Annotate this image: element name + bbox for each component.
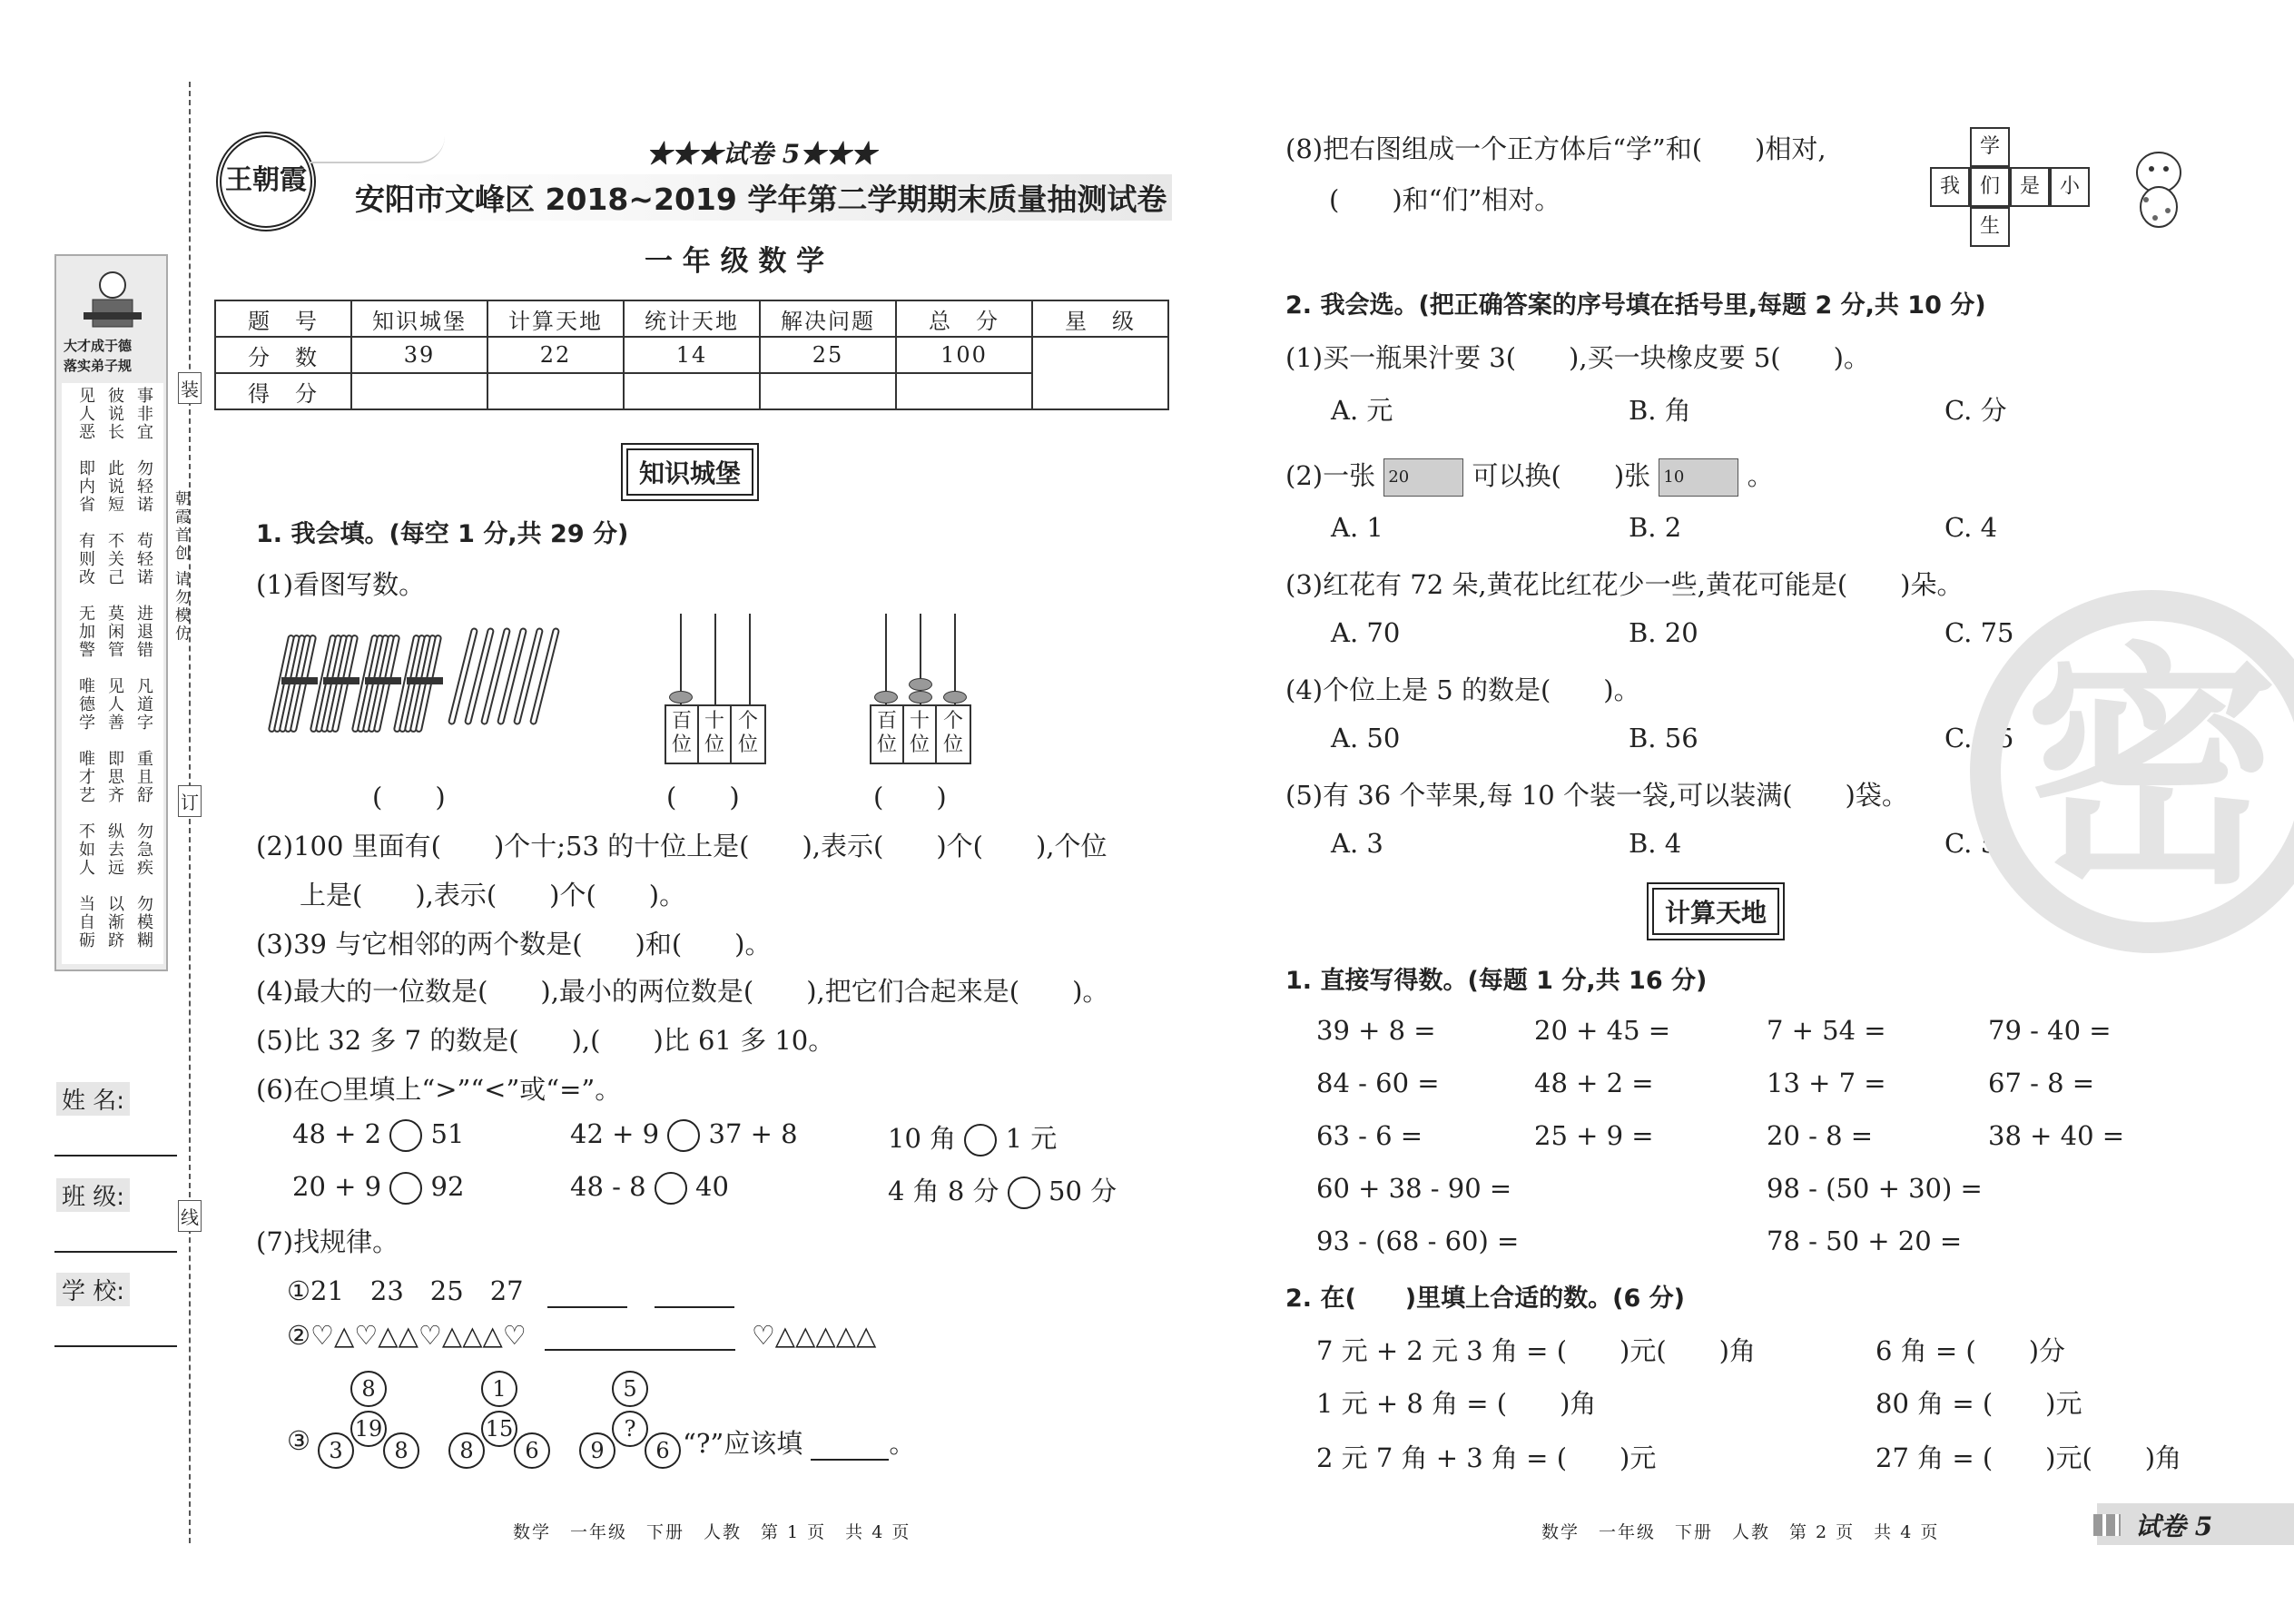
q2-item5-opt-c[interactable]: C. 5 (1944, 828, 1998, 859)
tree-right: 6 (514, 1432, 550, 1469)
abacus-place-box (870, 704, 971, 764)
calc-title: 1. 直接写得数。(每题 1 分,共 16 分) (1285, 967, 1708, 995)
abacus-bead (909, 691, 932, 704)
maxim-column: 有则改 (76, 532, 95, 586)
compare-circle[interactable] (1008, 1176, 1040, 1209)
fill-item[interactable]: 27 角 = ( )元( )角 (1876, 1442, 2182, 1473)
tree-top: 5 (612, 1371, 648, 1407)
place-tens: 十位 (699, 706, 732, 763)
cut-mark-1: 装 (178, 372, 202, 404)
q1-part3: (3)39 与它相邻的两个数是( )和( )。 (256, 929, 772, 960)
calc-item[interactable]: 98 - (50 + 30) = (1767, 1173, 1983, 1204)
score-header-cell: 计算天地 (487, 300, 624, 337)
maxims-grid (74, 387, 163, 968)
leopard-mascot-icon (2128, 145, 2190, 229)
abacus-bead (909, 678, 932, 691)
score-cell[interactable] (351, 373, 487, 409)
bundle-band (323, 677, 359, 684)
q8-line1: (8)把右图组成一个正方体后“学”和( )相对, (1285, 133, 1826, 164)
q2-item2: (2)一张 20 可以换( )张 10 。 (1285, 456, 1774, 497)
paper-number: ★★★试卷 5★★★ (646, 139, 877, 169)
place-tens: 十位 (904, 706, 937, 763)
abacus-bead (874, 691, 898, 704)
calc-item[interactable]: 84 - 60 = (1316, 1068, 1440, 1098)
score-header-cell: 知识城堡 (351, 300, 487, 337)
number-tree-2 (448, 1371, 548, 1471)
maxim-column: 凡道字 (134, 677, 153, 732)
score-table-header-row (215, 300, 1168, 337)
banknote-10-icon: 10 (1659, 458, 1738, 497)
tree-left: 8 (448, 1432, 485, 1469)
q2-item2-opt-c[interactable]: C. 4 (1944, 512, 1998, 543)
compare-5: 48 - 8 40 (570, 1171, 729, 1205)
confidential-stamp: 密 (1970, 590, 2294, 953)
place-ones: 个位 (942, 710, 963, 756)
q1-part7: (7)找规律。 (256, 1226, 399, 1257)
maxim-column: 即思齐 (105, 750, 124, 804)
fill-item[interactable]: 80 角 = ( )元 (1876, 1388, 2082, 1419)
q2-item1-opt-a[interactable]: A. 元 (1331, 395, 1393, 426)
cube-net (1930, 127, 2093, 247)
field-class-line[interactable] (54, 1251, 177, 1253)
motto-panel (54, 254, 168, 971)
maxim-column: 纵去远 (105, 822, 124, 877)
compare-6: 4 角 8 分 50 分 (888, 1171, 1117, 1209)
abacus-bead (669, 691, 693, 704)
net-cell: 学 (1970, 127, 2010, 167)
q1-part6: (6)在○里填上“>”“<”或“=”。 (256, 1074, 622, 1105)
footer-left: 数学 一年级 下册 人教 第 1 页 共 4 页 (513, 1522, 911, 1542)
q2-item5: (5)有 36 个苹果,每 10 个装一袋,可以装满( )袋。 (1285, 780, 1908, 811)
fill-item[interactable]: 1 元 + 8 角 = ( )角 (1316, 1388, 1597, 1419)
compare-1: 48 + 2 51 (292, 1118, 464, 1152)
cut-mark-3: 线 (178, 1200, 202, 1232)
q2-item3-opt-a[interactable]: A. 70 (1331, 617, 1401, 648)
calc-item[interactable]: 67 - 8 = (1988, 1068, 2095, 1098)
q2-item1: (1)买一瓶果汁要 3( ),买一块橡皮要 5( )。 (1285, 342, 1870, 373)
score-header-cell: 星 级 (1032, 300, 1168, 337)
maxim-row (74, 750, 163, 822)
q2-item4-opt-b[interactable]: B. 56 (1629, 723, 1698, 753)
q1-part1: (1)看图写数。 (256, 569, 426, 600)
q2-item1-opt-c[interactable]: C. 分 (1944, 395, 2007, 426)
compare-circle[interactable] (964, 1124, 997, 1156)
q2-item4-opt-c[interactable]: C. 75 (1944, 723, 2014, 753)
maxim-column: 事非宜 (134, 387, 153, 441)
maxim-column: 即内省 (76, 459, 95, 514)
maxim-column: 无加警 (76, 605, 95, 659)
field-school-line[interactable] (54, 1345, 177, 1347)
publisher-logo (216, 132, 316, 231)
q2-item4-opt-a[interactable]: A. 50 (1331, 723, 1401, 753)
field-name-line[interactable] (54, 1155, 177, 1156)
scholar-icon (84, 267, 142, 332)
compare-circle[interactable] (655, 1172, 687, 1205)
banknote-20-icon: 20 (1383, 458, 1463, 497)
maxim-column: 唯才艺 (76, 750, 95, 804)
header-ribbon (309, 136, 445, 163)
maxim-column: 不如人 (76, 822, 95, 877)
calc-item[interactable]: 78 - 50 + 20 = (1767, 1225, 1963, 1256)
maxim-column: 勿模糊 (134, 895, 153, 950)
maxim-column: 彼说长 (105, 387, 124, 441)
q2-title: 2. 我会选。(把正确答案的序号填在括号里,每题 2 分,共 10 分) (1285, 291, 1986, 320)
pattern-blank[interactable] (545, 1349, 735, 1351)
maxim-column: 进退错 (134, 605, 153, 659)
net-cell: 我 (1930, 167, 1970, 207)
brand-vertical-text: 朝霞首创 请勿模仿 (172, 490, 190, 644)
section-title: 计算天地 (1652, 888, 1779, 935)
points-cell: 25 (760, 337, 896, 373)
tree-left: 3 (318, 1432, 354, 1469)
compare-circle[interactable] (389, 1172, 422, 1205)
score-cell[interactable] (487, 373, 624, 409)
tree-mid: ? (612, 1411, 648, 1447)
maxim-column: 苟轻诺 (134, 532, 153, 586)
section-title: 知识城堡 (626, 448, 753, 496)
tree-mid: 19 (350, 1411, 387, 1447)
abacus-2 (870, 614, 971, 759)
q2-item4: (4)个位上是 5 的数是( )。 (1285, 674, 1640, 705)
tree-right: 8 (383, 1432, 419, 1469)
q2-item3-opt-c[interactable]: C. 75 (1944, 617, 2014, 648)
motto-line-1: 大才成于德 (64, 338, 133, 354)
q2-item5-opt-a[interactable]: A. 3 (1331, 828, 1383, 859)
cut-mark-2: 订 (178, 785, 202, 817)
logo-text: 王朝霞 (225, 164, 307, 196)
score-header-cell: 解决问题 (760, 300, 896, 337)
abacus-1 (665, 614, 766, 759)
q2-item3-opt-b[interactable]: B. 20 (1629, 617, 1698, 648)
section-calculation (1647, 882, 1785, 940)
motto-line-2: 落实弟子规 (64, 358, 133, 374)
compare-circle[interactable] (667, 1119, 700, 1152)
bundle-band (407, 677, 443, 684)
bundle-band (281, 677, 318, 684)
maxim-column: 此说短 (105, 459, 124, 514)
bundle-band (365, 677, 401, 684)
footer-badge-text: 试卷 5 (2135, 1511, 2213, 1541)
net-cell: 小 (2050, 167, 2090, 207)
maxim-column: 见人善 (105, 677, 124, 732)
maxim-column: 当自砺 (76, 895, 95, 950)
q1-part2-line1: (2)100 里面有( )个十;53 的十位上是( ),表示( )个( ),个位 (256, 831, 1108, 861)
compare-3: 10 角 1 元 (888, 1118, 1057, 1156)
fill-item[interactable]: 2 元 7 角 + 3 角 = ( )元 (1316, 1442, 1657, 1473)
points-label: 分 数 (215, 337, 351, 373)
abacus-place-box (665, 704, 766, 764)
calc-item[interactable]: 63 - 6 = (1316, 1120, 1423, 1151)
pattern-3-question: “?”应该填 。 (683, 1428, 916, 1459)
calc-item[interactable]: 25 + 9 = (1534, 1120, 1654, 1151)
q8-line2: ( )和“们”相对。 (1329, 184, 1561, 215)
maxim-row (74, 895, 163, 968)
net-cell: 生 (1970, 207, 2010, 247)
exam-title: 安阳市文峰区 2018~2019 学年第二学期期末质量抽测试卷 (350, 174, 1172, 221)
field-school-label: 学 校: (56, 1273, 130, 1306)
q1-part2-line2: 上是( ),表示( )个( )。 (300, 880, 686, 910)
answer-blank-abacus2[interactable]: ( ) (873, 782, 947, 812)
section-knowledge-castle (621, 443, 759, 501)
compare-2: 42 + 9 37 + 8 (570, 1118, 798, 1152)
calc-item[interactable]: 79 - 40 = (1988, 1015, 2112, 1046)
abacus-bead (943, 691, 967, 704)
place-hundreds: 百位 (666, 706, 699, 763)
maxim-column: 勿轻诺 (134, 459, 153, 514)
maxim-row (74, 459, 163, 532)
compare-4: 20 + 9 92 (292, 1171, 464, 1205)
maxims-block (62, 383, 163, 964)
score-header-cell: 统计天地 (624, 300, 760, 337)
tree-right: 6 (645, 1432, 681, 1469)
calc-item[interactable]: 60 + 38 - 90 = (1316, 1173, 1512, 1204)
points-cell: 100 (896, 337, 1032, 373)
field-class-label: 班 级: (56, 1178, 130, 1212)
calc-item[interactable]: 38 + 40 = (1988, 1120, 2125, 1151)
score-table-points-row (215, 337, 1168, 373)
score-cell[interactable] (760, 373, 896, 409)
maxim-column: 莫闲管 (105, 605, 124, 659)
tree-left: 9 (579, 1432, 615, 1469)
answer-blank-sticks[interactable]: ( ) (372, 782, 446, 812)
compare-circle[interactable] (389, 1119, 422, 1152)
tree-mid: 15 (481, 1411, 517, 1447)
stick-bundles (278, 626, 577, 744)
score-header-cell: 题 号 (215, 300, 351, 337)
pattern-blank[interactable] (655, 1306, 734, 1308)
maxim-column: 以渐跻 (105, 895, 124, 950)
pattern-1: ①21 23 25 27 (287, 1271, 734, 1308)
answer-blank-abacus1[interactable]: ( ) (666, 782, 740, 812)
score-cell[interactable] (624, 373, 760, 409)
q1-part5: (5)比 32 多 7 的数是( ),( )比 61 多 10。 (256, 1025, 835, 1056)
maxim-row (74, 822, 163, 895)
fill-item[interactable]: 6 角 = ( )分 (1876, 1335, 2066, 1366)
score-label: 得 分 (215, 373, 351, 409)
calc-item[interactable]: 39 + 8 = (1316, 1015, 1436, 1046)
place-ones: 个位 (737, 710, 758, 756)
net-cell: 们 (1970, 167, 2010, 207)
pattern-blank[interactable] (811, 1459, 889, 1461)
score-header-cell: 总 分 (896, 300, 1032, 337)
field-name-label: 姓 名: (56, 1082, 130, 1116)
calc-item[interactable]: 48 + 2 = (1534, 1068, 1654, 1098)
calc-item[interactable]: 20 + 45 = (1534, 1015, 1671, 1046)
tree-top: 8 (350, 1371, 387, 1407)
q2-item3: (3)红花有 72 朵,黄花比红花少一些,黄花可能是( )朵。 (1285, 569, 1964, 600)
pattern-2: ②♡△♡△△♡△△△♡ ♡△△△△△ (287, 1320, 877, 1351)
points-cell: 39 (351, 337, 487, 373)
calc-item[interactable]: 7 + 54 = (1767, 1015, 1886, 1046)
score-cell[interactable] (896, 373, 1032, 409)
star-rating-cell[interactable] (1032, 337, 1168, 409)
q2-item2-opt-a[interactable]: A. 1 (1331, 512, 1383, 543)
pattern-blank[interactable] (547, 1306, 627, 1308)
number-tree-3 (579, 1371, 679, 1471)
maxim-column: 重且舒 (134, 750, 153, 804)
q2-item5-opt-b[interactable]: B. 4 (1629, 828, 1682, 859)
maxim-row (74, 677, 163, 750)
maxim-row (74, 605, 163, 677)
maxim-column: 唯德学 (76, 677, 95, 732)
score-table-score-row (215, 373, 1168, 409)
points-cell: 22 (487, 337, 624, 373)
footer-right: 数学 一年级 下册 人教 第 2 页 共 4 页 (1541, 1522, 1940, 1542)
exam-subtitle: 一 年 级 数 学 (645, 245, 825, 278)
q1-part4: (4)最大的一位数是( ),最小的两位数是( ),把它们合起来是( )。 (256, 976, 1109, 1007)
q1-title: 1. 我会填。(每空 1 分,共 29 分) (256, 520, 629, 548)
pattern-3-label: ③ (287, 1425, 310, 1456)
calc-item[interactable]: 20 - 8 = (1767, 1120, 1874, 1151)
place-hundreds: 百位 (871, 706, 904, 763)
score-table (214, 300, 1169, 410)
tree-top: 1 (481, 1371, 517, 1407)
maxim-column: 见人恶 (76, 387, 95, 441)
points-cell: 14 (624, 337, 760, 373)
badge-squares (2093, 1514, 2121, 1536)
maxim-column: 勿急疾 (134, 822, 153, 877)
q2-item2-opt-b[interactable]: B. 2 (1629, 512, 1682, 543)
maxim-row (74, 532, 163, 605)
fill-title: 2. 在( )里填上合适的数。(6 分) (1285, 1284, 1685, 1313)
calc-item[interactable]: 13 + 7 = (1767, 1068, 1886, 1098)
net-cell: 是 (2010, 167, 2050, 207)
fill-item[interactable]: 7 元 + 2 元 3 角 = ( )元( )角 (1316, 1335, 1756, 1366)
maxim-column: 不关己 (105, 532, 124, 586)
calc-item[interactable]: 93 - (68 - 60) = (1316, 1225, 1520, 1256)
maxim-row (74, 387, 163, 459)
q2-item1-opt-b[interactable]: B. 角 (1629, 395, 1691, 426)
number-tree-1 (318, 1371, 418, 1471)
